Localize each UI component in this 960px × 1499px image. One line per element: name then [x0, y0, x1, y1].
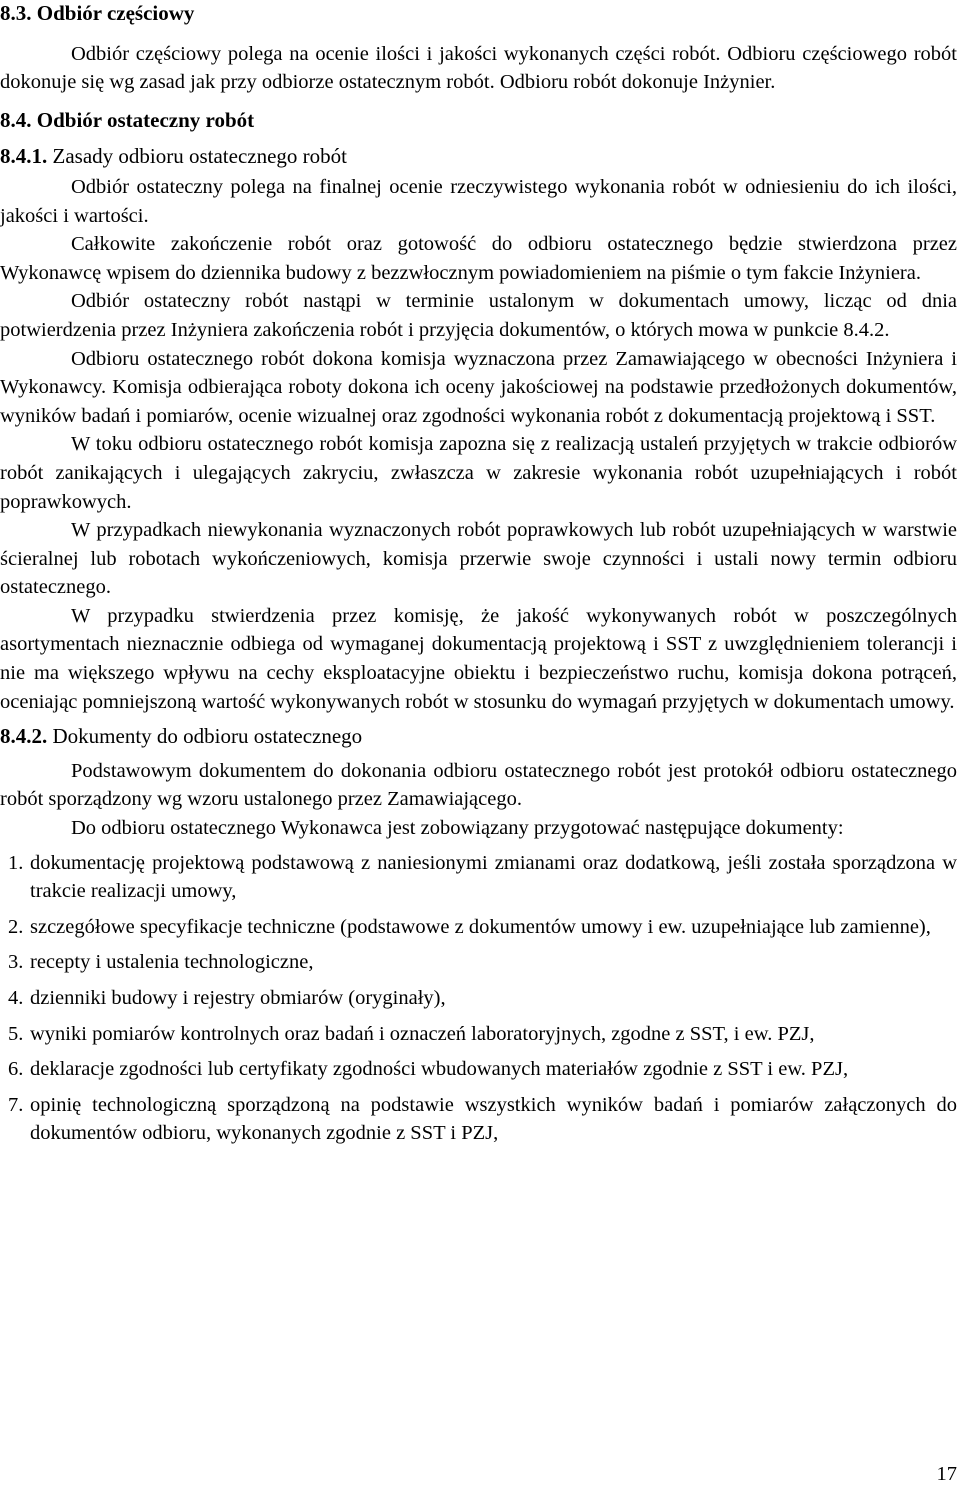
list-item [0, 984, 957, 1013]
list-item-text: wyniki pomiarów kontrolnych oraz badań i oznaczeń laboratoryjnych, zgodne z SST, i ew. PZJ, [30, 1022, 815, 1045]
list-item-number: 3. [8, 951, 24, 974]
section-8-4-2-title: Dokumenty do odbioru ostatecznego [47, 724, 363, 749]
section-8-4-1-title: Zasady odbioru ostatecznego robót [47, 144, 347, 169]
list-item [0, 913, 957, 942]
section-8-4-2-body [0, 757, 957, 1148]
paragraph: Odbiór ostateczny polega na finalnej ocenie rzeczywistego wykonania robót w odniesieniu do ich ilości, jakości i wartości. [0, 175, 957, 227]
list-item-text: recepty i ustalenia technologiczne, [30, 951, 314, 974]
section-8-4-heading: 8.4. Odbiór ostateczny robót [0, 107, 255, 132]
list-item-number: 1. [8, 851, 24, 874]
list-item-text: opinię technologiczną sporządzoną na podstawie wszystkich wyników badań i pomiarów załączonych do dokumentów odbioru, wykonanych zgodnie z SST i PZJ, [30, 1093, 957, 1145]
section-8-4-1-body [0, 173, 957, 716]
list-item-text: dzienniki budowy i rejestry obmiarów (oryginały), [30, 987, 446, 1009]
paragraph: Całkowite zakończenie robót oraz gotowość do odbioru ostatecznego będzie stwierdzona przez Wykonawcę wpisem do dziennika budowy z bezzwłocznym powiadomieniem na piśmie o tym fakcie Inżyniera. [0, 233, 957, 284]
list-item-number: 6. [8, 1058, 24, 1081]
section-8-3-heading: 8.3. Odbiór częściowy [0, 1, 195, 25]
paragraph: Odbioru ostatecznego robót dokona komisja wyznaczona przez Zamawiającego w obecności Inżyniera i Wykonawcy. Komisja odbierająca roboty dokona ich oceny jakościowej na podstawie przedłożonych dokumentów, wyników badań i pomiarów, ocenie wizualnej oraz zgodności wykonania robót z dokumentacją projektową i SST. [0, 347, 957, 427]
section-8-4-1-number: 8.4.1. [0, 144, 48, 169]
list-item-text: deklaracje zgodności lub certyfikaty zgodności wbudowanych materiałów zgodnie z SST i ew. PZJ, [30, 1058, 849, 1081]
paragraph: W przypadkach niewykonania wyznaczonych robót poprawkowych lub robót uzupełniających w warstwie ścieralnej lub robotach wykończeniowych, komisja przerwie swoje czynności i ustali nowy termin odbioru ostatecznego. [0, 519, 957, 599]
list-item [0, 1020, 957, 1049]
list-item-number: 4. [8, 987, 24, 1009]
section-8-4-1-heading [0, 142, 957, 171]
section-8-4-2-number: 8.4.2. [0, 724, 48, 749]
paragraph: W przypadku stwierdzenia przez komisję, że jakość wykonywanych robót w poszczególnych asortymentach nieznacznie odbiega od wymaganej dokumentacją projektową i SST z uwzględnieniem tolerancji i nie ma większego wpływu na cechy eksploatacyjne obiektu i bezpieczeństwo ruchu, komisja dokona potrąceń, oceniając pomniejszoną wartość wykonywanych robót w stosunku do wymagań przyjętych w dokumentach umowy. [0, 604, 957, 713]
paragraph: Odbiór ostateczny robót nastąpi w terminie ustalonym w dokumentach umowy, licząc od dnia potwierdzenia przez Inżyniera zakończenia robót i przyjęcia dokumentów, o których mowa w punkcie 8.4.2. [0, 290, 957, 341]
list-item-text: dokumentację projektową podstawową z naniesionymi zmianami oraz dodatkową, jeśli została sporządzona w trakcie realizacji umowy, [30, 851, 957, 903]
list-item-text: szczegółowe specyfikacje techniczne (podstawowe z dokumentów umowy i ew. uzupełniające lub zamienne), [30, 915, 931, 938]
paragraph: Do odbioru ostatecznego Wykonawca jest zobowiązany przygotować następujące dokumenty: [71, 817, 844, 840]
list-item-number: 2. [8, 915, 24, 938]
list-item [0, 849, 957, 906]
paragraph: W toku odbioru ostatecznego robót komisja zapozna się z realizacją ustaleń przyjętych w trakcie odbiorów robót zanikających i ulegających zakryciu, zwłaszcza w zakresie wykonania robót uzupełniających i robót poprawkowych. [0, 433, 957, 513]
list-item [0, 948, 957, 977]
list-item [0, 1055, 957, 1084]
section-8-4-2-heading [0, 722, 957, 751]
section-8-3-paragraph: Odbiór częściowy polega na ocenie ilości i jakości wykonanych części robót. Odbioru częściowego robót dokonuje się wg zasad jak przy odbiorze ostatecznym robót. Odbioru robót dokonuje Inżynier. [0, 42, 957, 94]
list-item [0, 1091, 957, 1148]
list-item-number: 5. [8, 1022, 24, 1045]
list-item-number: 7. [8, 1093, 24, 1116]
paragraph: Podstawowym dokumentem do dokonania odbioru ostatecznego robót jest protokół odbioru ostatecznego robót sporządzony wg wzoru ustalonego przez Zamawiającego. [0, 759, 957, 811]
documents-list [0, 849, 957, 1148]
page-number: 17 [936, 1463, 957, 1485]
